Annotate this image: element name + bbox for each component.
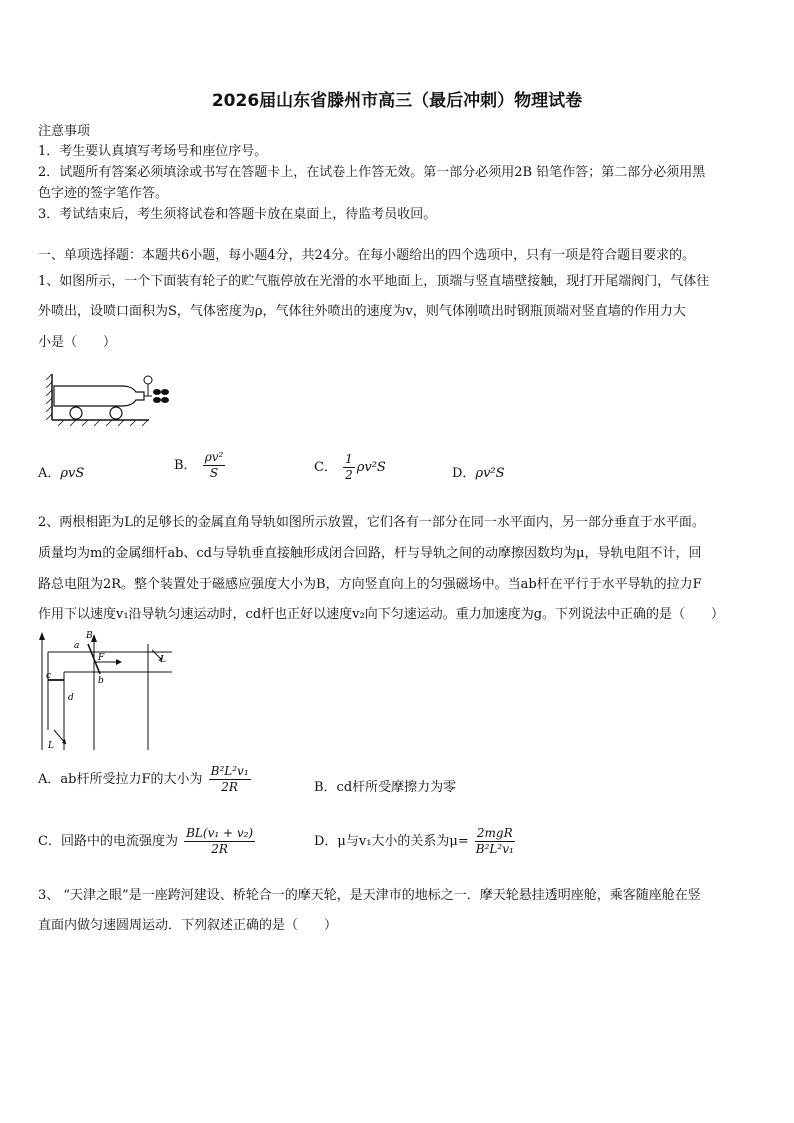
section-heading: 一、单项选择题：本题共6小题，每小题4分，共24分。在每小题给出的四个选项中，只有一项是符合题目要求的。 xyxy=(38,248,696,263)
option-d[interactable]: D．ρv²S xyxy=(452,466,505,481)
question-2-line: 作用下以速度v₁沿导轨匀速运动时，cd杆也正好以速度v₂向下匀速运动。重力加速度为g。下列说法中正确的是（ ） xyxy=(38,607,725,622)
notice-item: 2．试题所有答案必须填涂或书写在答题卡上，在试卷上作答无效。第一部分必须用2B 铅笔作答；第二部分必须用黑 xyxy=(38,165,706,180)
option-a[interactable]: A．ρvS xyxy=(38,466,85,481)
question-1-line: 外喷出，设喷口面积为S，气体密度为ρ，气体往外喷出的速度为v，则气体刚喷出时钢瓶顶端对竖直墙的作用力大 xyxy=(38,304,686,319)
label-a: a xyxy=(74,641,80,651)
question-2-line: 路总电阻为2R。整个装置处于磁感应强度大小为B，方向竖直向上的匀强磁场中。当ab杆在平行于水平导轨的拉力F xyxy=(38,577,702,592)
label-d: d xyxy=(68,693,74,703)
notice-item: 色字迹的签字笔作答。 xyxy=(38,186,169,201)
page-title: 2026届山东省滕州市高三（最后冲刺）物理试卷 xyxy=(211,91,583,111)
gas-cylinder-figure xyxy=(44,372,194,426)
question-1-line: 1、如图所示，一个下面装有轮子的贮气瓶停放在光滑的水平地面上，顶端与竖直墙壁接触，现打开尾端阀门，气体往 xyxy=(38,274,710,289)
label-b: b xyxy=(98,676,104,686)
question-3-line: 3、 “天津之眼”是一座跨河建设、桥轮合一的摩天轮，是天津市的地标之一．摩天轮悬挂透明座舱，乘客随座舱在竖 xyxy=(38,888,701,903)
question-2-line: 质量均为m的金属细杆ab、cd与导轨垂直接触形成闭合回路，杆与导轨之间的动摩擦因数均为μ，导轨电阻不计，回 xyxy=(38,546,702,561)
question-3-line: 直面内做匀速圆周运动．下列叙述正确的是（ ） xyxy=(38,918,338,933)
option-c[interactable]: C． $\frac{1}{2}$ ρv²S xyxy=(314,452,386,482)
fraction: $\frac{\text{2mgR}}{\text{B²L²v₁}}$ xyxy=(475,826,514,856)
notice-item: 3．考试结束后，考生须将试卷和答题卡放在桌面上，待监考员收回。 xyxy=(38,207,437,222)
question-2-line: 2、两根相距为L的足够长的金属直角导轨如图所示放置，它们各有一部分在同一水平面内，另一部分垂直于水平面。 xyxy=(38,515,705,530)
label-L-bottom: L xyxy=(48,741,54,751)
notice-heading: 注意事项 xyxy=(38,124,91,139)
question-1-line: 小是（ ） xyxy=(38,335,117,350)
option-c[interactable]: C．回路中的电流强度为 $\frac{\text{BL(v₁ + v₂)}}{2R}$ xyxy=(38,826,254,856)
fraction: $\frac{\text{BL(v₁ + v₂)}}{2R}$ xyxy=(186,826,254,856)
label-F: F xyxy=(98,653,105,663)
label-L-top: L xyxy=(160,655,166,665)
notice-item: 1．考生要认真填写考场号和座位序号。 xyxy=(38,144,268,159)
option-a[interactable]: A．ab杆所受拉力F的大小为 $\frac{\text{B²L²v₁}}{2R}$ xyxy=(38,764,249,794)
label-c: c xyxy=(46,671,52,681)
fraction: $\frac{1}{2}$ xyxy=(345,452,353,482)
label-B: B xyxy=(86,631,93,641)
option-b[interactable]: B．cd杆所受摩擦力为零 xyxy=(314,780,457,795)
rail-diagram-figure xyxy=(34,630,184,752)
fraction: $\frac{\text{B²L²v₁}}{2R}$ xyxy=(210,764,249,794)
option-b[interactable]: B． $\frac{\text{ρv²}}{S}$ xyxy=(174,450,224,480)
option-d[interactable]: D．μ与v₁大小的关系为μ= $\frac{\text{2mgR}}{\text{B²L²v₁}}$ xyxy=(314,826,514,856)
fraction: $\frac{\text{ρv²}}{S}$ xyxy=(204,450,224,480)
